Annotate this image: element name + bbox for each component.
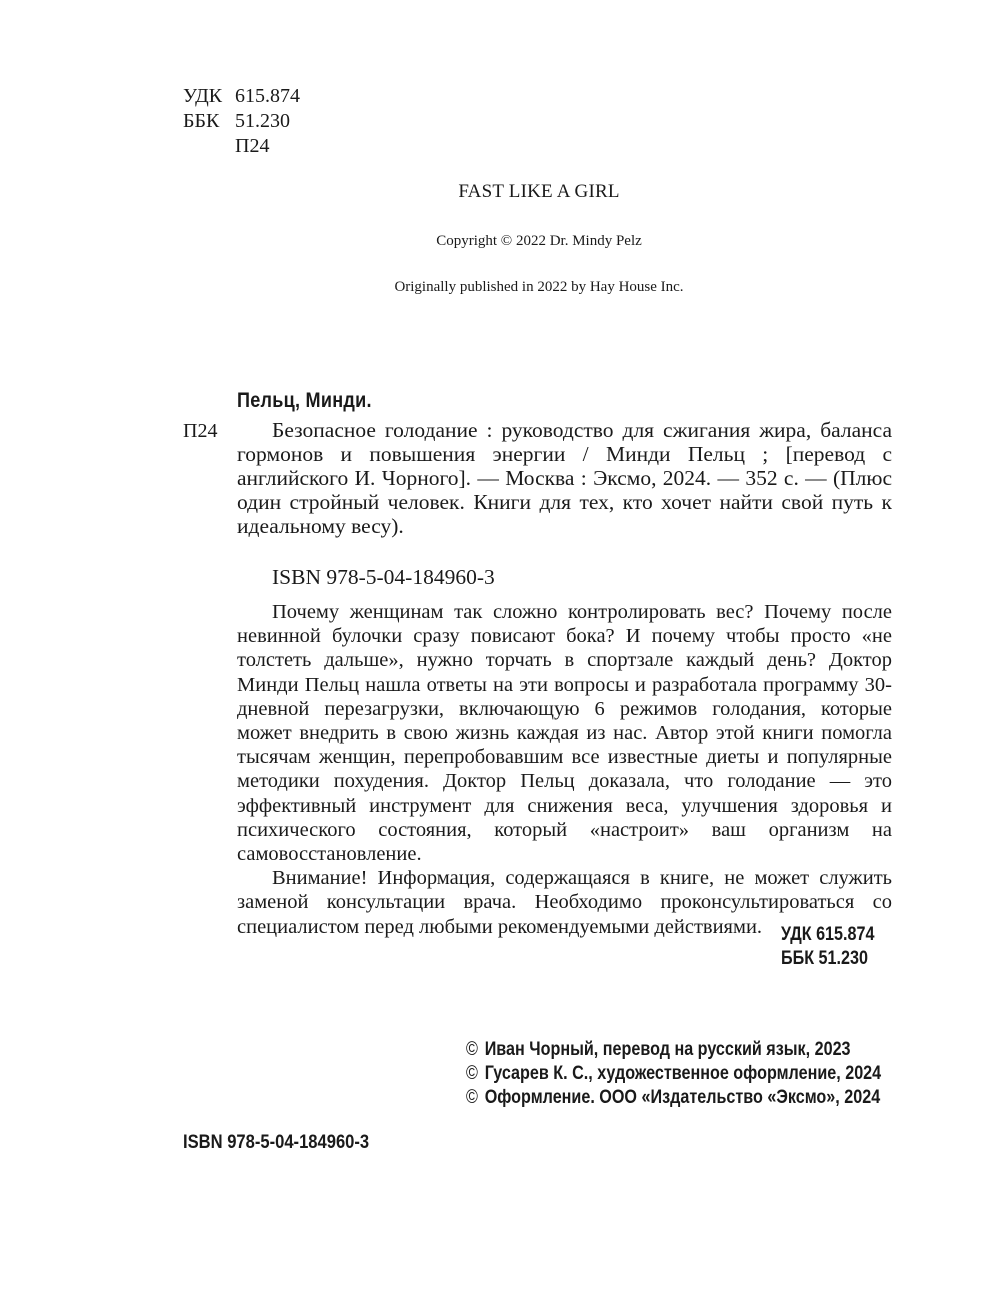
warning-paragraph: Внимание! Информация, содержащаяся в книге, не может служить заменой консультации врача. Необходимо проконсультироваться со специалистом перед любыми рекомендуемыми действиями.: [237, 867, 892, 938]
original-publication: Originally published in 2022 by Hay House Inc.: [394, 279, 684, 295]
copyright-text: Иван Чорный, перевод на русский язык, 2023: [484, 1039, 851, 1060]
record-author: Пельц, Минди.: [237, 389, 372, 412]
author-code: П24: [235, 135, 270, 157]
annotation: [237, 600, 892, 939]
udk-row: [183, 84, 300, 109]
classification-codes-top: [183, 84, 300, 159]
bbk-bottom: ББК 51.230: [781, 948, 869, 969]
record-isbn: ISBN 978-5-04-184960-3: [272, 565, 495, 589]
footer-isbn: ISBN 978-5-04-184960-3: [183, 1131, 370, 1153]
original-title: FAST LIKE A GIRL: [458, 181, 620, 202]
copyright-item: [466, 1086, 891, 1110]
bbk-label: ББК: [183, 110, 220, 132]
copyright-list: [466, 1038, 946, 1110]
author-code-row: [183, 134, 300, 159]
copyright-icon: ©: [466, 1087, 478, 1108]
copyright-item: [466, 1062, 891, 1086]
bbk-value: 51.230: [235, 110, 290, 132]
bibliographic-description: [237, 418, 892, 538]
description-text: Безопасное голодание : руководство для сжигания жира, баланса гормонов и повышения энергии / Минди Пельц ; [перевод с английского И. Чорного]. — Москва : Эксмо, 2024. — 352 с. — (Плюс один стройный человек. Книги для тех, кто хочет найти свой путь к идеальному весу).: [237, 418, 892, 538]
classification-codes-bottom: [781, 923, 891, 971]
udk-bottom: УДК 615.874: [781, 924, 875, 945]
udk-value: 615.874: [235, 85, 300, 107]
original-copyright: Copyright © 2022 Dr. Mindy Pelz: [436, 233, 642, 249]
copyright-icon: ©: [466, 1063, 478, 1084]
record-author-code: П24: [183, 420, 218, 442]
copyright-text: Гусарев К. С., художественное оформление, 2024: [484, 1063, 882, 1084]
annotation-paragraph: Почему женщинам так сложно контролировать вес? Почему после невинной булочки сразу повисают бока? И почему чтобы просто «не толстеть дальше», нужно торчать в спортзале каждый день? Доктор Минди Пельц нашла ответы на эти вопросы и разработала программу 30-дневной перезагрузки, включающую 6 режимов голодания, которые может внедрить в свою жизнь каждая из нас. Автор этой книги помогла тысячам женщин, перепробовавшим все известные диеты и популярные методики похудения. Доктор Пельц доказала, что голодание — это эффективный инструмент для снижения веса, улучшения здоровья и психического состояния, который «настроит» ваш организм на самовосстановление.: [237, 601, 892, 866]
copyright-item: [466, 1038, 891, 1062]
copyright-text: Оформление. ООО «Издательство «Эксмо», 2024: [484, 1087, 881, 1108]
udk-label: УДК: [183, 85, 223, 107]
bbk-row: [183, 109, 300, 134]
copyright-icon: ©: [466, 1039, 478, 1060]
